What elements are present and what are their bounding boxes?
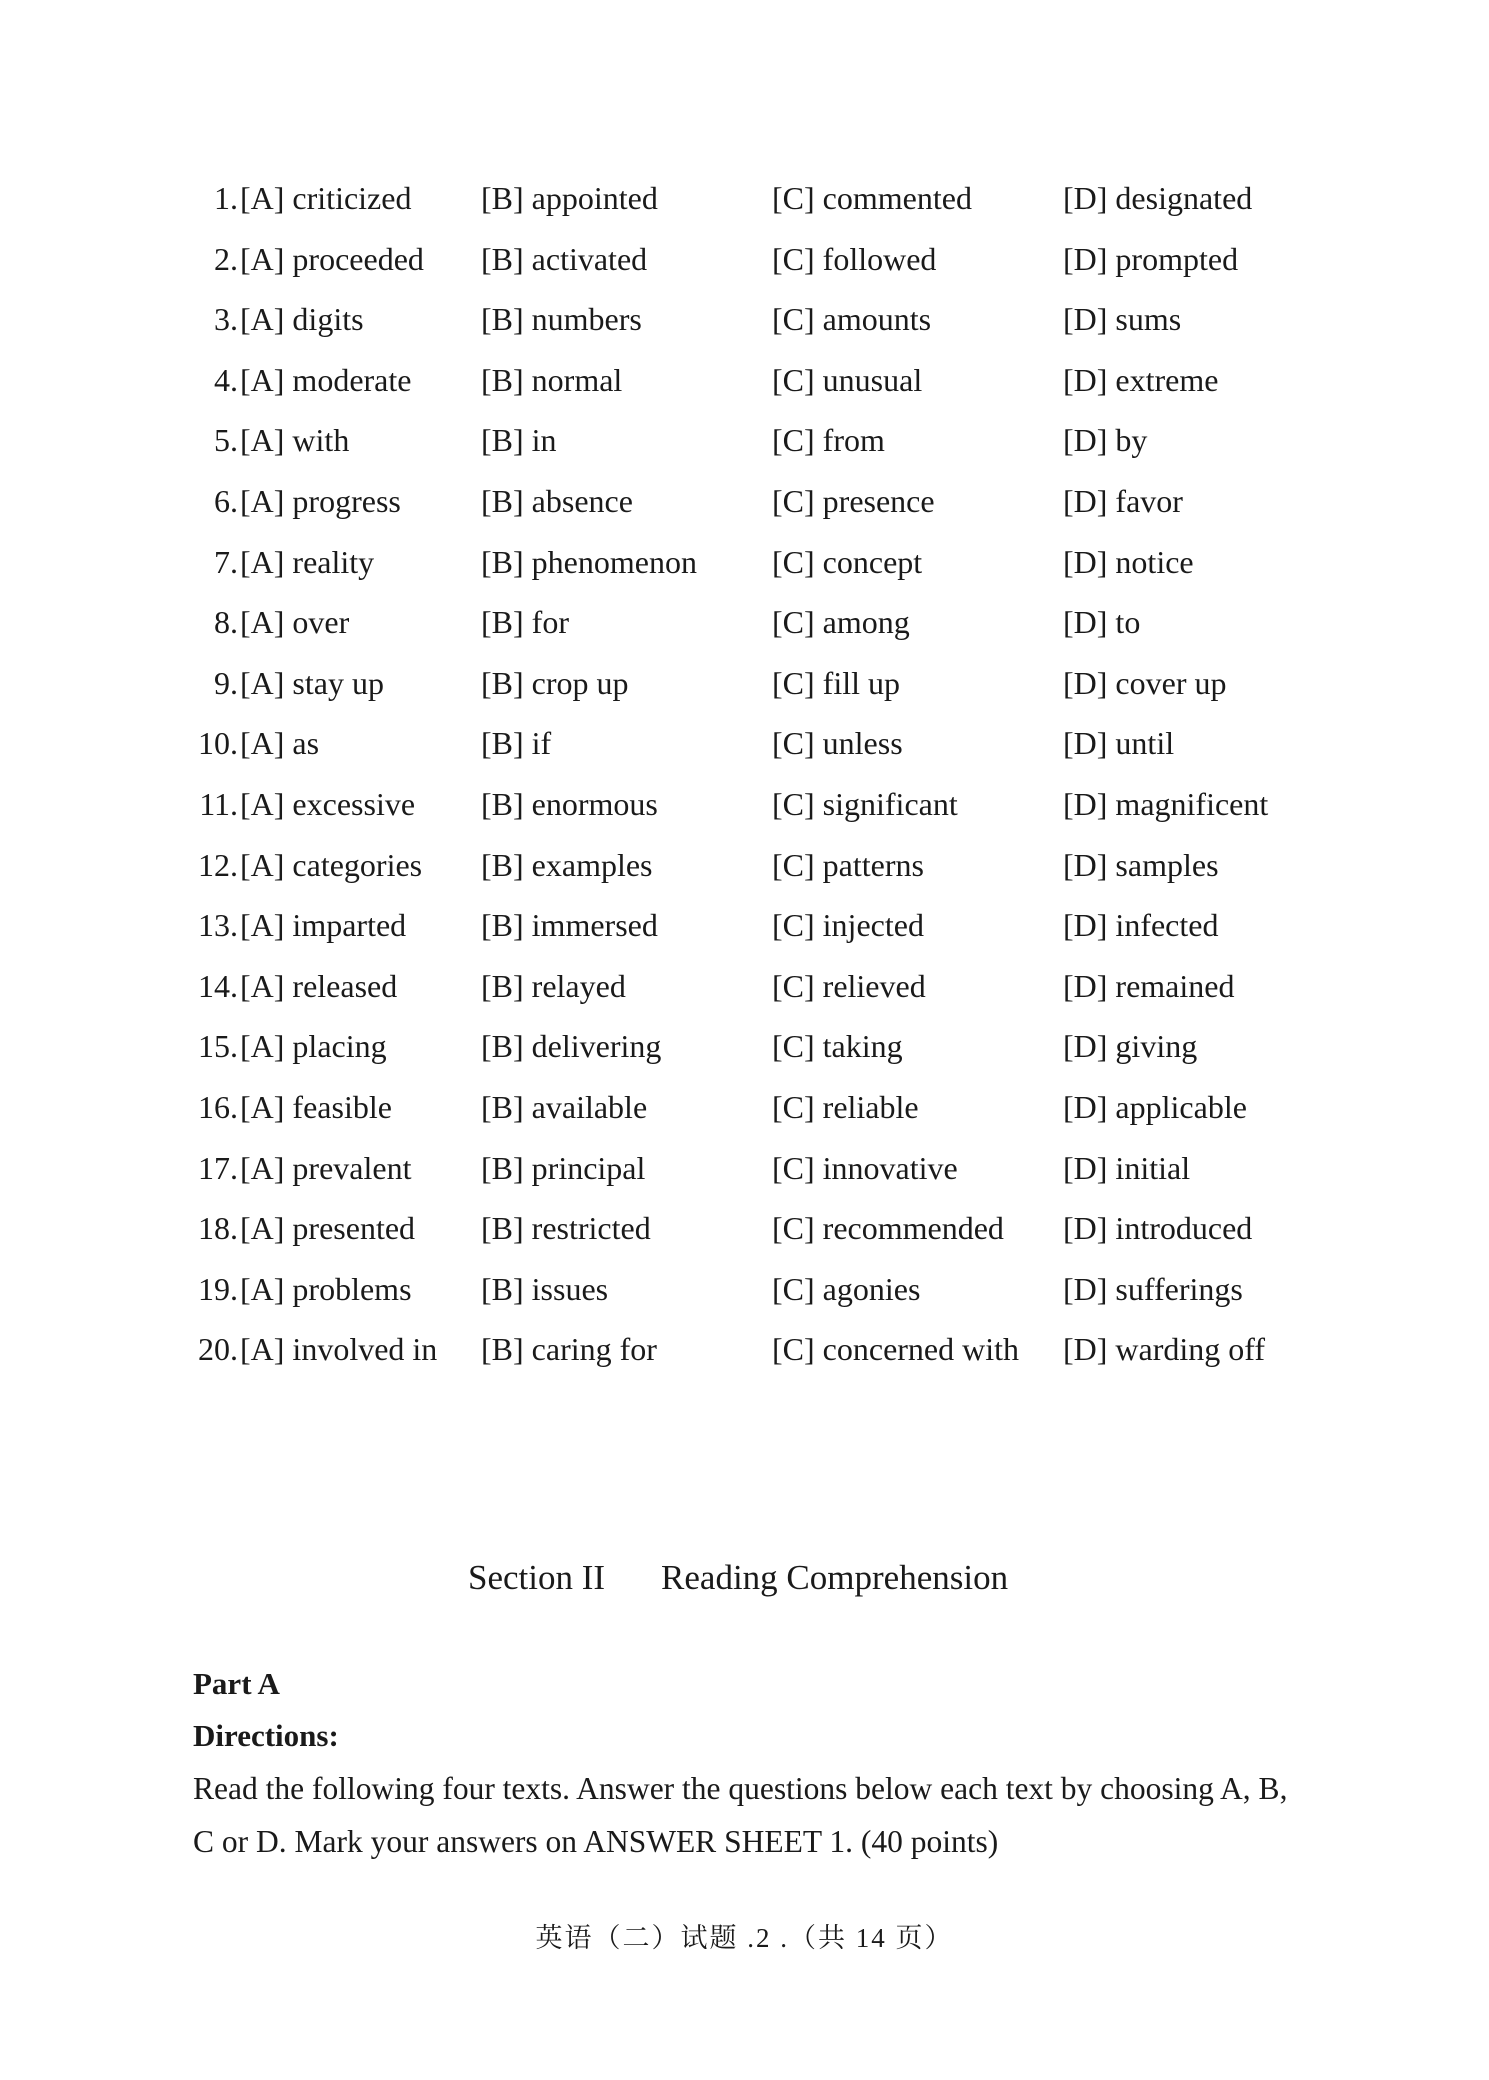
question-row xyxy=(190,1138,1330,1199)
option-d: [D] cover up xyxy=(1063,664,1227,701)
option-c: [C] agonies xyxy=(772,1270,921,1307)
option-a: [A] placing xyxy=(240,1028,387,1065)
option-b: [B] absence xyxy=(481,482,633,519)
option-c: [C] recommended xyxy=(772,1210,1004,1247)
option-a: [A] problems xyxy=(240,1270,412,1307)
option-a: [A] released xyxy=(240,967,398,1004)
option-a: [A] progress xyxy=(240,482,401,519)
option-d: [D] notice xyxy=(1063,543,1194,580)
option-d: [D] magnificent xyxy=(1063,785,1269,822)
option-c: [C] concept xyxy=(772,543,923,580)
option-d: [D] applicable xyxy=(1063,1088,1247,1125)
option-b: [B] delivering xyxy=(481,1028,662,1065)
question-row xyxy=(190,895,1330,956)
question-number: 17. xyxy=(198,1149,238,1186)
page-footer: 英语（二）试题 .2 .（共 14 页） xyxy=(535,1923,954,1953)
option-c: [C] relieved xyxy=(772,967,926,1004)
question-row xyxy=(190,1016,1330,1077)
option-c: [C] significant xyxy=(772,785,958,822)
question-row xyxy=(190,532,1330,593)
option-b: [B] in xyxy=(481,422,557,459)
option-c: [C] injected xyxy=(772,907,924,944)
option-c: [C] concerned with xyxy=(772,1331,1020,1368)
question-number: 7. xyxy=(214,543,238,580)
option-a: [A] presented xyxy=(240,1210,416,1247)
option-b: [B] caring for xyxy=(481,1331,657,1368)
option-b: [B] if xyxy=(481,725,552,762)
question-row xyxy=(190,1259,1330,1320)
question-number: 10. xyxy=(198,725,238,762)
question-row xyxy=(190,592,1330,653)
option-a: [A] imparted xyxy=(240,907,407,944)
option-d: [D] introduced xyxy=(1063,1210,1253,1247)
option-a: [A] moderate xyxy=(240,361,412,398)
option-b: [B] immersed xyxy=(481,907,658,944)
option-c: [C] reliable xyxy=(772,1088,919,1125)
question-number: 1. xyxy=(214,180,238,216)
option-c: [C] unless xyxy=(772,725,903,762)
question-number: 13. xyxy=(198,907,238,944)
question-number: 12. xyxy=(198,846,238,883)
option-a: [A] involved in xyxy=(240,1331,438,1368)
section-title xyxy=(468,1553,1008,1603)
option-b: [B] phenomenon xyxy=(481,543,697,580)
question-number: 8. xyxy=(214,604,238,641)
option-c: [C] followed xyxy=(772,240,937,277)
question-row xyxy=(190,350,1330,411)
option-d: [D] extreme xyxy=(1063,361,1219,398)
option-b: [B] restricted xyxy=(481,1210,651,1247)
question-row xyxy=(190,835,1330,896)
question-row xyxy=(190,289,1330,350)
option-b: [B] for xyxy=(481,604,569,641)
question-number: 18. xyxy=(198,1210,238,1247)
option-c: [C] innovative xyxy=(772,1149,958,1186)
part-heading: Part A xyxy=(193,1666,280,1701)
option-a: [A] categories xyxy=(240,846,423,883)
option-d: [D] samples xyxy=(1063,846,1219,883)
option-b: [B] available xyxy=(481,1088,648,1125)
option-a: [A] proceeded xyxy=(240,240,424,277)
option-d: [D] to xyxy=(1063,604,1141,641)
question-row xyxy=(190,229,1330,290)
directions-heading: Directions: xyxy=(193,1718,339,1753)
question-row xyxy=(190,956,1330,1017)
option-a: [A] feasible xyxy=(240,1088,392,1125)
option-b: [B] enormous xyxy=(481,785,658,822)
option-b: [B] relayed xyxy=(481,967,626,1004)
option-b: [B] crop up xyxy=(481,664,629,701)
option-a: [A] with xyxy=(240,422,350,459)
option-c: [C] commented xyxy=(772,180,972,216)
option-d: [D] remained xyxy=(1063,967,1235,1004)
option-d: [D] by xyxy=(1063,422,1148,459)
question-number: 2. xyxy=(214,240,238,277)
option-a: [A] excessive xyxy=(240,785,416,822)
question-number: 20. xyxy=(198,1331,238,1368)
question-number: 9. xyxy=(214,664,238,701)
option-d: [D] until xyxy=(1063,725,1175,762)
option-a: [A] digits xyxy=(240,301,364,338)
option-d: [D] sufferings xyxy=(1063,1270,1243,1307)
question-number: 3. xyxy=(214,301,238,338)
question-number: 5. xyxy=(214,422,238,459)
option-c: [C] unusual xyxy=(772,361,923,398)
option-b: [B] appointed xyxy=(481,180,658,216)
option-c: [C] presence xyxy=(772,482,935,519)
question-number: 19. xyxy=(198,1270,238,1307)
option-b: [B] issues xyxy=(481,1270,609,1307)
question-row xyxy=(190,774,1330,835)
question-number: 6. xyxy=(214,482,238,519)
option-a: [A] criticized xyxy=(240,180,412,216)
option-d: [D] infected xyxy=(1063,907,1219,944)
option-b: [B] normal xyxy=(481,361,623,398)
option-b: [B] principal xyxy=(481,1149,646,1186)
question-list xyxy=(190,168,1330,1380)
question-number: 15. xyxy=(198,1028,238,1065)
option-a: [A] as xyxy=(240,725,320,762)
option-a: [A] reality xyxy=(240,543,375,580)
option-d: [D] initial xyxy=(1063,1149,1191,1186)
question-row xyxy=(190,1077,1330,1138)
question-row xyxy=(190,471,1330,532)
question-row xyxy=(190,168,1330,229)
option-c: [C] fill up xyxy=(772,664,900,701)
option-c: [C] among xyxy=(772,604,910,641)
option-d: [D] sums xyxy=(1063,301,1182,338)
question-row xyxy=(190,1198,1330,1259)
option-d: [D] prompted xyxy=(1063,240,1239,277)
question-row xyxy=(190,410,1330,471)
option-b: [B] numbers xyxy=(481,301,642,338)
option-c: [C] taking xyxy=(772,1028,903,1065)
question-row xyxy=(190,1319,1330,1380)
question-number: 4. xyxy=(214,361,238,398)
section-number: Section II xyxy=(468,1558,606,1597)
question-number: 11. xyxy=(199,785,238,822)
section-name: Reading Comprehension xyxy=(661,1558,1009,1597)
question-number: 16. xyxy=(198,1088,238,1125)
option-d: [D] favor xyxy=(1063,482,1183,519)
option-d: [D] warding off xyxy=(1063,1331,1266,1368)
question-number: 14. xyxy=(198,967,238,1004)
option-d: [D] designated xyxy=(1063,180,1253,216)
option-a: [A] over xyxy=(240,604,350,641)
option-a: [A] prevalent xyxy=(240,1149,412,1186)
question-row xyxy=(190,713,1330,774)
option-c: [C] patterns xyxy=(772,846,924,883)
question-row xyxy=(190,653,1330,714)
option-a: [A] stay up xyxy=(240,664,384,701)
option-c: [C] from xyxy=(772,422,885,459)
option-d: [D] giving xyxy=(1063,1028,1198,1065)
directions-text: Read the following four texts. Answer the questions below each text by choosing A, B, C or D. Mark your answers on ANSWER SHEET 1. (40 points) xyxy=(193,1771,1288,1859)
option-b: [B] activated xyxy=(481,240,648,277)
option-b: [B] examples xyxy=(481,846,653,883)
option-c: [C] amounts xyxy=(772,301,932,338)
